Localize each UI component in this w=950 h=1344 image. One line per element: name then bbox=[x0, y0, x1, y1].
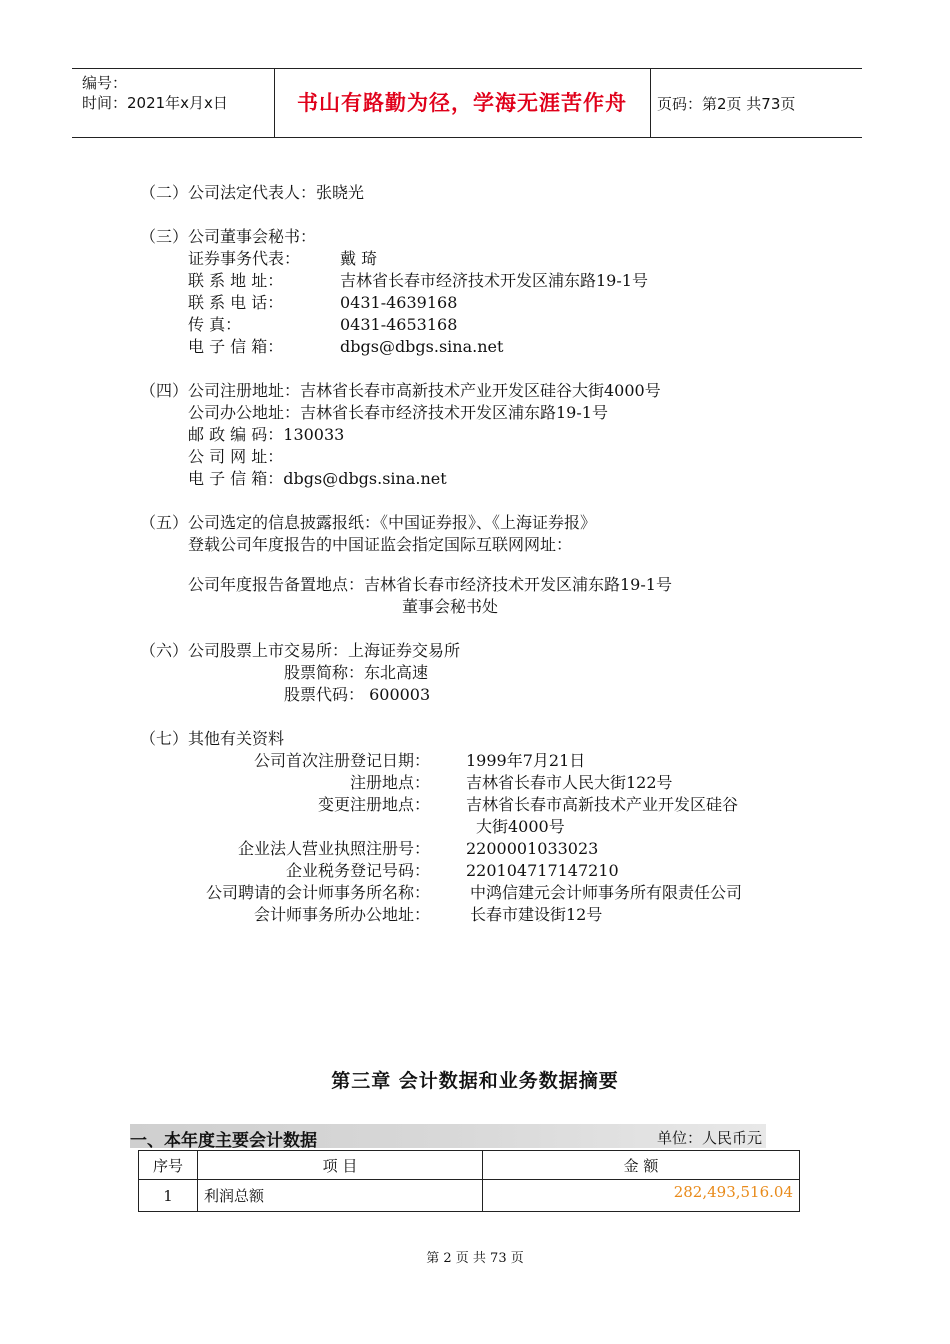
header-divider bbox=[650, 69, 651, 137]
other-info-value: 中鸿信建元会计师事务所有限责任公司 bbox=[470, 883, 743, 902]
column-header: 序号 bbox=[139, 1151, 198, 1180]
header-meta bbox=[82, 73, 228, 113]
row-number: 1 bbox=[139, 1180, 198, 1212]
secretary-label: 证券事务代表： bbox=[188, 249, 301, 268]
other-info-value-continued: 大街4000号 bbox=[476, 817, 565, 836]
header-page-number: 页码：第2页 共73页 bbox=[657, 95, 796, 113]
chapter-title: 第三章 会计数据和业务数据摘要 bbox=[331, 1070, 619, 1092]
address-line: 电 子 信 箱：dbgs@dbgs.sina.net bbox=[188, 469, 447, 488]
accounting-data-table bbox=[138, 1150, 800, 1212]
address-line: 公司办公地址：吉林省长春市经济技术开发区浦东路19-1号 bbox=[188, 403, 608, 422]
column-header: 项 目 bbox=[198, 1151, 483, 1180]
report-place-line: 公司年度报告备置地点：吉林省长春市经济技术开发区浦东路19-1号 bbox=[188, 575, 672, 594]
other-info-value: 长春市建设街12号 bbox=[470, 905, 603, 924]
other-info-label: 公司首次注册登记日期： bbox=[253, 751, 430, 770]
secretary-value: 0431-4639168 bbox=[340, 293, 458, 312]
stock-heading: （六）公司股票上市交易所：上海证券交易所 bbox=[140, 641, 461, 660]
other-info-value: 220104717147210 bbox=[466, 861, 619, 880]
other-info-value: 2200001033023 bbox=[466, 839, 599, 858]
secretary-label: 传 真： bbox=[188, 315, 242, 334]
other-info-value: 吉林省长春市高新技术产业开发区硅谷 bbox=[466, 795, 739, 814]
page-footer: 第 2 页 共 73 页 bbox=[426, 1251, 524, 1266]
stock-short-name: 股票简称：东北高速 bbox=[284, 663, 429, 682]
unit-label: 单位：人民币元 bbox=[656, 1129, 762, 1147]
other-info-label: 变更注册地点： bbox=[317, 795, 430, 814]
legal-rep-line: （二）公司法定代表人：张晓光 bbox=[140, 183, 365, 202]
secretary-label: 联 系 地 址： bbox=[188, 271, 284, 290]
row-amount: 282,493,516.04 bbox=[483, 1180, 800, 1212]
page-header bbox=[72, 68, 862, 138]
secretary-label: 电 子 信 箱： bbox=[188, 337, 284, 356]
address-line: 邮 政 编 码：130033 bbox=[188, 425, 345, 444]
address-line: 公 司 网 址： bbox=[188, 447, 284, 466]
other-info-label: 企业税务登记号码： bbox=[285, 861, 430, 880]
column-header: 金 额 bbox=[483, 1151, 800, 1180]
secretary-value: 戴 琦 bbox=[340, 249, 378, 268]
other-info-value: 1999年7月21日 bbox=[466, 751, 586, 770]
address-heading: （四）公司注册地址：吉林省长春市高新技术产业开发区硅谷大街4000号 bbox=[140, 381, 661, 400]
table-row bbox=[139, 1180, 800, 1212]
stock-code: 股票代码： 600003 bbox=[284, 685, 431, 704]
header-motto: 书山有路勤为径，学海无涯苦作舟 bbox=[297, 91, 627, 115]
table-header-row bbox=[139, 1151, 800, 1180]
secretary-value: 吉林省长春市经济技术开发区浦东路19-1号 bbox=[340, 271, 648, 290]
other-info-label: 注册地点： bbox=[349, 773, 430, 792]
row-item: 利润总额 bbox=[198, 1180, 483, 1212]
other-info-label: 公司聘请的会计师事务所名称： bbox=[205, 883, 430, 902]
other-info-label: 企业法人营业执照注册号： bbox=[237, 839, 430, 858]
secretary-label: 联 系 电 话： bbox=[188, 293, 284, 312]
secretary-heading: （三）公司董事会秘书： bbox=[140, 227, 317, 246]
other-info-value: 吉林省长春市人民大街122号 bbox=[466, 773, 673, 792]
secretary-value: 0431-4653168 bbox=[340, 315, 458, 334]
section-bar bbox=[130, 1124, 766, 1151]
section-title: 一、本年度主要会计数据 bbox=[130, 1131, 317, 1151]
doc-code-label: 编号： bbox=[82, 74, 128, 92]
other-info-heading: （七）其他有关资料 bbox=[140, 729, 285, 748]
disclosure-heading: （五）公司选定的信息披露报纸：《中国证券报》、《上海证券报》 bbox=[140, 513, 597, 532]
doc-time-label: 时间：2021年x月x日 bbox=[82, 94, 228, 112]
other-info-label: 会计师事务所办公地址： bbox=[253, 905, 430, 924]
secretary-value: dbgs@dbgs.sina.net bbox=[340, 337, 504, 356]
disclosure-website-line: 登载公司年度报告的中国证监会指定国际互联网网址： bbox=[188, 535, 573, 554]
report-place-line-2: 董事会秘书处 bbox=[402, 597, 499, 616]
